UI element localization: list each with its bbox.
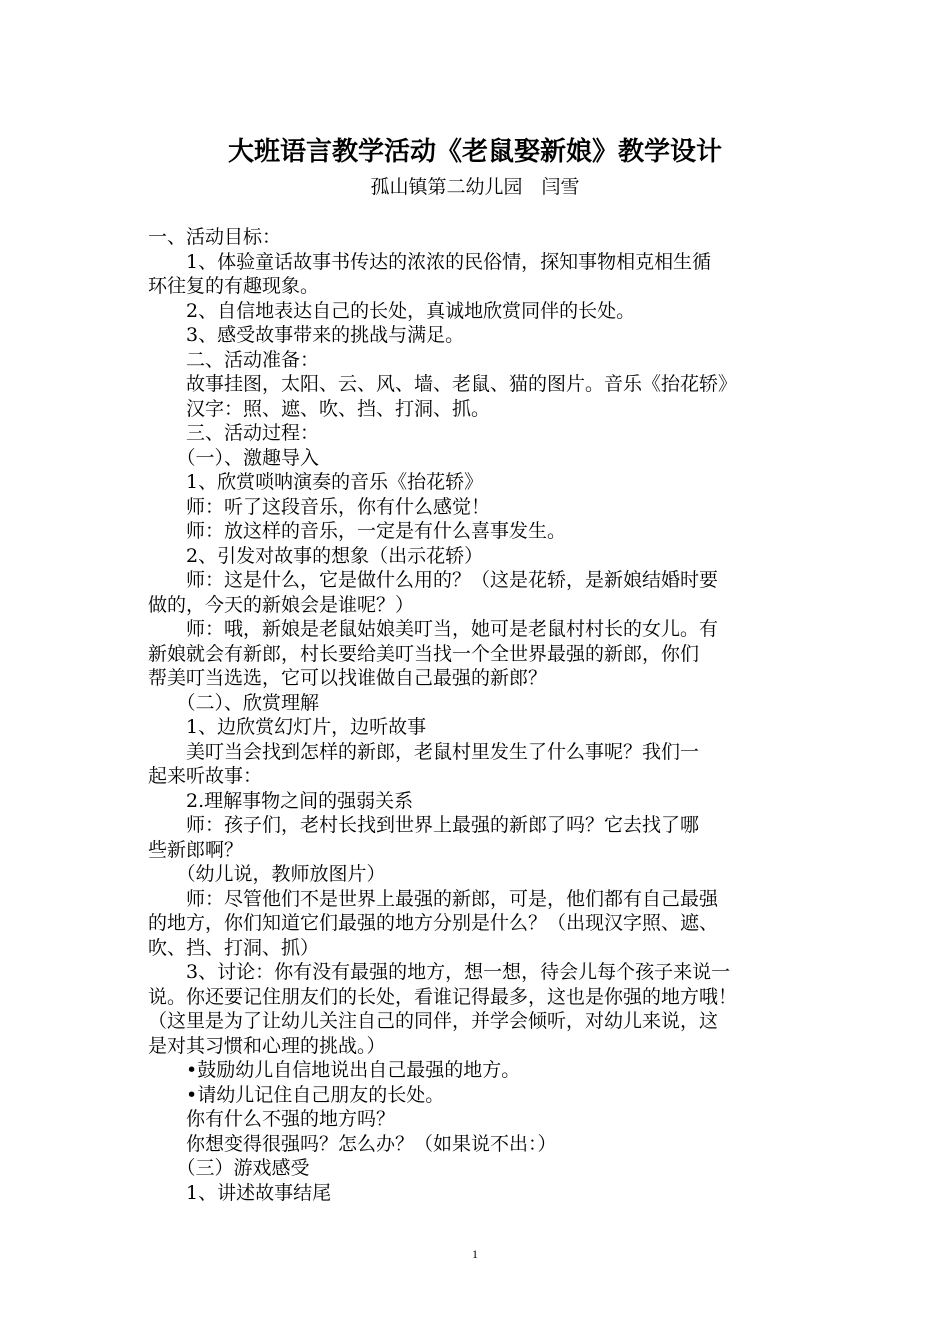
body-line: 三、活动过程： [148,422,320,444]
body-line: 3、感受故事带来的挑战与满足。 [148,324,465,346]
body-line: 师：孩子们，老村长找到世界上最强的新郎了吗？它去找了哪 [148,814,700,836]
body-line: 1、体验童话故事书传达的浓浓的民俗情，探知事物相克相生循 [148,250,712,273]
body-line: （这里是为了让幼儿关注自己的同伴，并学会倾听，对幼儿来说，这 [148,1010,719,1032]
body-line: 师：哦，新娘是老鼠姑娘美叮当，她可是老鼠村村长的女儿。有 [148,618,719,640]
body-line: 帮美叮当选选，它可以找谁做自己最强的新郎？ [148,667,548,689]
body-line: 二、活动准备： [148,348,320,371]
body-line: （幼儿说，教师放图片） [148,863,386,885]
body-line: 一、活动目标： [148,226,282,248]
body-line: 你想变得很强吗？怎么办？（如果说不出：） [148,1132,557,1155]
body-line: 做的，今天的新娘会是谁呢？） [148,593,415,616]
body-line: 2.理解事物之间的强弱关系 [148,789,414,812]
body-line: 说。你还要记住朋友们的长处，看谁记得最多，这也是你强的地方哦！ [148,985,738,1008]
body-line: （二）、欣赏理解 [148,691,320,714]
body-line: 3、讨论：你有没有最强的地方，想一想，待会儿每个孩子来说一 [148,961,731,983]
body-line: 美叮当会找到怎样的新郎，老鼠村里发生了什么事呢？我们一 [148,740,700,763]
body-line: 新娘就会有新郎，村长要给美叮当找一个全世界最强的新郎，你们 [148,642,700,665]
body-line: 些新郎啊？ [148,838,244,861]
body-line: 2、自信地表达自己的长处，真诚地欣赏同伴的长处。 [148,299,636,322]
body-line: 环往复的有趣现象。 [148,275,320,297]
body-line: 师：放这样的音乐，一定是有什么喜事发生。 [148,520,567,542]
body-line: 是对其习惯和心理的挑战。） [148,1034,386,1057]
document-author: 孤山镇第二幼儿园 闫雪 [370,176,580,198]
body-line: 1、欣赏唢呐演奏的音乐《抬花轿》 [148,471,484,493]
page-number: 1 [472,1247,478,1261]
body-line: 1、讲述故事结尾 [148,1181,332,1204]
body-line: 师：听了这段音乐，你有什么感觉！ [148,495,491,518]
body-line: 的地方，你们知道它们最强的地方分别是什么？（出现汉字照、遮、 [148,912,719,934]
body-line: •鼓励幼儿自信地说出自己最强的地方。 [148,1059,521,1081]
body-line: 汉字：照、遮、吹、挡、打洞、抓。 [148,397,491,420]
document-body [148,225,802,1205]
body-line: 1、边欣赏幻灯片，边听故事 [148,716,427,738]
body-line: 师：这是什么，它是做什么用的？（这是花轿，是新娘结婚时要 [148,569,719,591]
body-line: （三）游戏感受 [148,1157,310,1179]
body-line: 师：尽管他们不是世界上最强的新郎，可是，他们都有自己最强 [148,887,719,910]
body-line: 2、引发对故事的想象（出示花轿） [148,544,484,567]
body-line: 吹、挡、打洞、抓） [148,936,320,959]
body-line: （一）、激趣导入 [148,446,320,469]
body-line: •请幼儿记住自己朋友的长处。 [148,1083,445,1106]
body-line: 你有什么不强的地方吗？ [148,1108,396,1130]
body-line: 故事挂图，太阳、云、风、墙、老鼠、猫的图片。音乐《抬花轿》 [148,373,738,395]
body-line: 起来听故事： [148,765,263,787]
document-title: 大班语言教学活动《老鼠娶新娘》教学设计 [227,137,722,167]
